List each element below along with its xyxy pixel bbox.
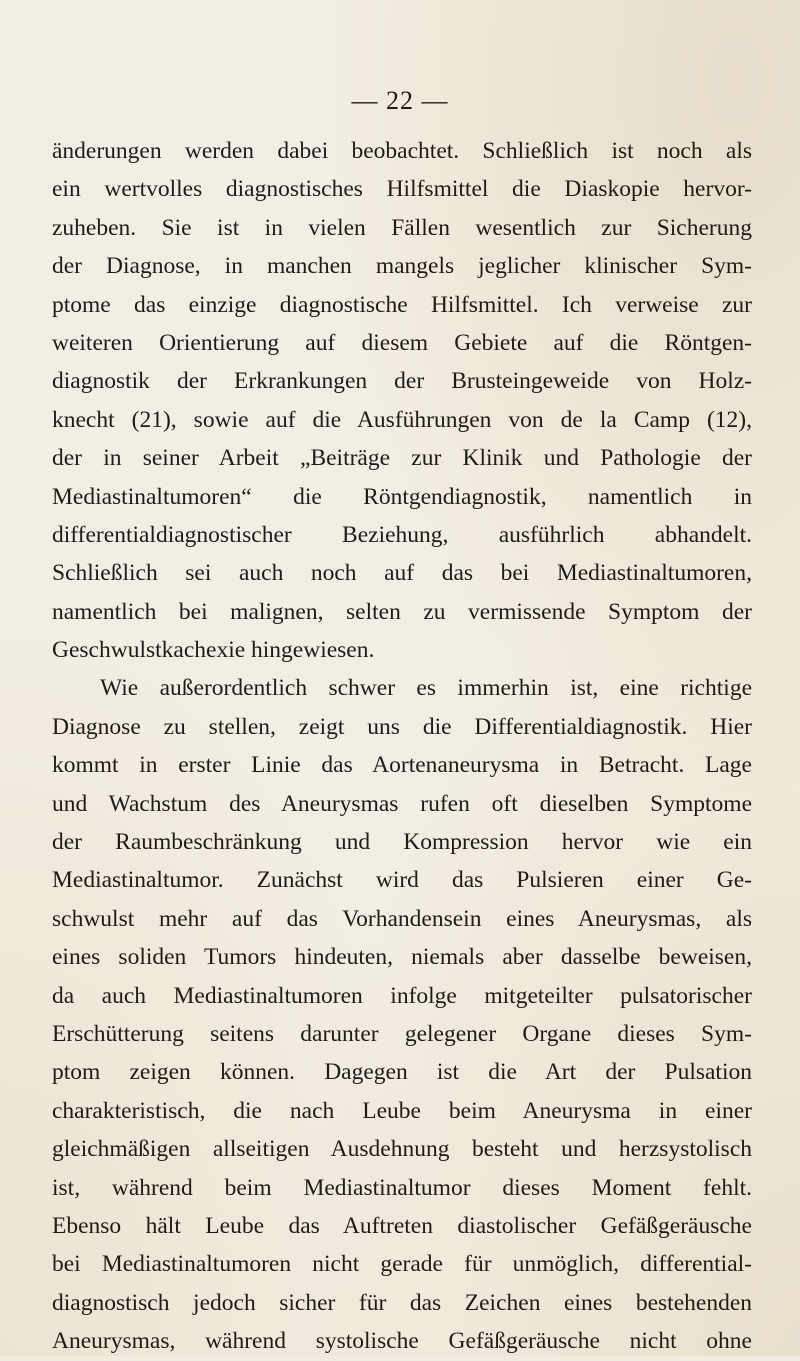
- text-line: Schließlich sei auch noch auf das bei Mediastinaltumoren,: [52, 560, 752, 587]
- text-line: Diagnose zu stellen, zeigt uns die Differentialdiagnostik. Hier: [52, 713, 752, 740]
- text-line: Ebenso hält Leube das Auftreten diastolischer Gefäßgeräusche: [52, 1212, 752, 1239]
- text-line: da auch Mediastinaltumoren infolge mitgeteilter pulsatorischer: [52, 982, 752, 1009]
- text-line: gleichmäßigen allseitigen Ausdehnung besteht und herzsystolisch: [52, 1136, 752, 1163]
- text-line: diagnostisch jedoch sicher für das Zeichen eines bestehenden: [52, 1289, 752, 1316]
- page-number: — 22 —: [351, 86, 449, 115]
- text-line: der Raumbeschränkung und Kompression hervor wie ein: [52, 829, 752, 856]
- text-line: Mediastinaltumor. Zunächst wird das Pulsieren einer Ge-: [52, 867, 752, 894]
- text-line: namentlich bei malignen, selten zu vermissende Symptom der: [52, 598, 752, 625]
- text-line: diagnostik der Erkrankungen der Brusteingeweide von Holz-: [52, 368, 752, 395]
- text-line: differentialdiagnostischer Beziehung, ausführlich abhandelt.: [52, 521, 752, 548]
- text-line: eines soliden Tumors hindeuten, niemals aber dasselbe beweisen,: [52, 944, 752, 971]
- text-line: charakteristisch, die nach Leube beim Aneurysma in einer: [52, 1097, 752, 1124]
- text-line: der in seiner Arbeit „Beiträge zur Klinik und Pathologie der: [52, 445, 752, 472]
- text-line: änderungen werden dabei beobachtet. Schließlich ist noch als: [52, 138, 752, 164]
- text-line: kommt in erster Linie das Aortenaneurysma in Betracht. Lage: [52, 752, 752, 779]
- text-line: und Wachstum des Aneurysmas rufen oft dieselben Symptome: [52, 790, 752, 817]
- text-line: weiteren Orientierung auf diesem Gebiete auf die Röntgen-: [52, 329, 752, 356]
- text-line: bei Mediastinaltumoren nicht gerade für unmöglich, differential-: [52, 1251, 752, 1278]
- text-line: Aneurysmas, während systolische Gefäßgeräusche nicht ohne: [52, 1328, 752, 1355]
- text-line: ist, während beim Mediastinaltumor dieses Moment fehlt.: [52, 1174, 752, 1201]
- text-line: ptom zeigen können. Dagegen ist die Art der Pulsation: [52, 1059, 752, 1086]
- text-line: ein wertvolles diagnostisches Hilfsmittel die Diaskopie hervor-: [52, 176, 752, 203]
- text-line: Wie außerordentlich schwer es immerhin ist, eine richtige: [100, 675, 752, 702]
- text-line: zuheben. Sie ist in vielen Fällen wesentlich zur Sicherung: [52, 214, 752, 241]
- text-line: Mediastinaltumoren“ die Röntgendiagnostik, namentlich in: [52, 483, 752, 510]
- text-line: schwulst mehr auf das Vorhandensein eines Aneurysmas, als: [52, 905, 752, 932]
- body-text: [52, 132, 752, 1361]
- text-line: ptome das einzige diagnostische Hilfsmittel. Ich verweise zur: [52, 291, 752, 318]
- text-line: der Diagnose, in manchen mangels jeglicher klinischer Sym-: [52, 253, 752, 280]
- text-line: knecht (21), sowie auf die Ausführungen von de la Camp (12),: [52, 406, 752, 433]
- text-line: Erschütterung seitens darunter gelegener Organe dieses Sym-: [52, 1020, 752, 1047]
- text-line: Geschwulstkachexie hingewiesen.: [52, 637, 375, 664]
